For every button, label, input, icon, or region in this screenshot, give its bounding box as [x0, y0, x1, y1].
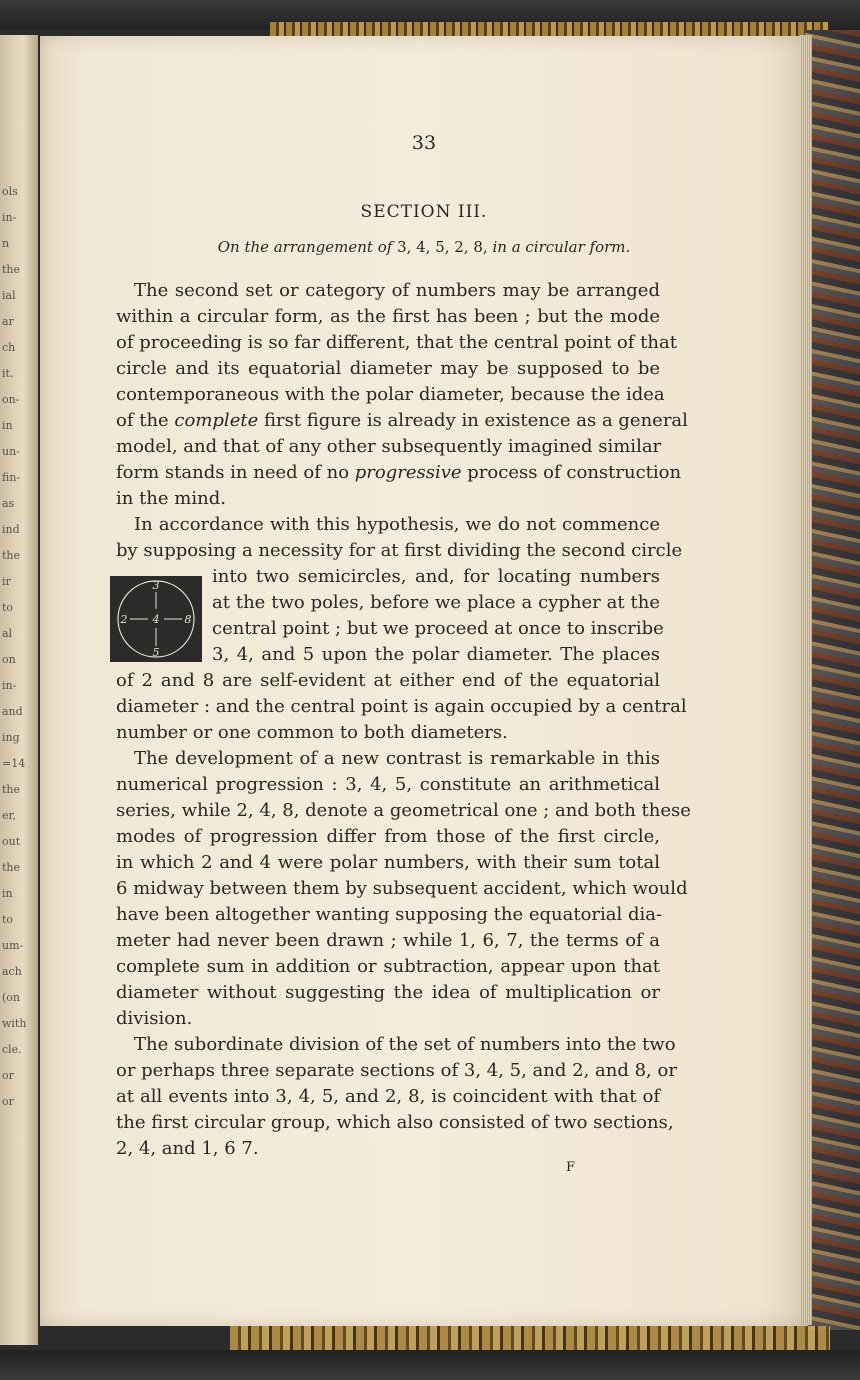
previous-page-edge	[0, 35, 38, 1345]
text-line: of proceeding is so far different, that the central point of that	[116, 332, 677, 353]
left-page-fragment: in-	[2, 679, 17, 692]
text-line: numerical progression : 3, 4, 5, constitute an arithmetical	[116, 774, 660, 795]
left-page-fragment: it.	[2, 367, 14, 380]
text-line: 6 midway between them by subsequent accident, which would	[116, 878, 688, 899]
text-line: 3, 4, and 5 upon the polar diameter. The places	[212, 644, 660, 665]
left-page-fragment: (on	[2, 991, 20, 1004]
gilt-top-edge	[270, 22, 830, 36]
fore-edge-pages	[800, 35, 812, 1325]
text-line: diameter : and the central point is again occupied by a central	[116, 696, 687, 717]
text-line: model, and that of any other subsequently imagined similar	[116, 436, 662, 457]
text-line: of the complete first figure is already in existence as a general	[116, 410, 688, 431]
left-page-fragment: in	[2, 887, 13, 900]
left-page-fragment: n	[2, 237, 10, 250]
section-subtitle	[40, 238, 808, 256]
left-page-fragment: ing	[2, 731, 20, 744]
gilt-bottom-edge	[230, 1326, 830, 1352]
circle-diagram	[110, 576, 202, 662]
emphasis-word: progressive	[354, 462, 462, 483]
text-line: within a circular form, as the first has been ; but the mode	[116, 306, 660, 327]
left-page-fragment: ir	[2, 575, 11, 588]
left-page-fragment: the	[2, 549, 21, 562]
text-line: or perhaps three separate sections of 3, 4, 5, and 2, and 8, or	[116, 1060, 677, 1081]
left-page-fragment: as	[2, 497, 15, 510]
text-line: meter had never been drawn ; while 1, 6, 7, the terms of a	[116, 930, 660, 951]
left-page-fragment: ial	[2, 289, 16, 302]
left-page-fragment: in-	[2, 211, 17, 224]
left-page-fragment: and	[2, 705, 23, 718]
left-page-fragment: er,	[2, 809, 17, 822]
text-line: division.	[116, 1008, 193, 1029]
left-page-fragment: ar	[2, 315, 14, 328]
left-page-fragment: ch	[2, 341, 16, 354]
text-line: complete sum in addition or subtraction, appear upon that	[116, 956, 660, 977]
left-page-fragment: um-	[2, 939, 24, 952]
emphasis-word: complete	[174, 410, 259, 431]
diagram-bottom-number: 5	[152, 646, 160, 659]
left-page-fragment: in	[2, 419, 13, 432]
left-page-fragment: cle.	[2, 1043, 22, 1056]
diagram-top-number: 3	[152, 579, 160, 592]
text-line: number or one common to both diameters.	[116, 722, 508, 743]
text-line: in which 2 and 4 were polar numbers, with their sum total	[116, 852, 660, 873]
book-page	[40, 36, 808, 1326]
diagram-center-number: 4	[152, 613, 160, 626]
signature-mark: F	[566, 1160, 576, 1175]
left-page-fragment: out	[2, 835, 21, 848]
text-line: modes of progression differ from those of the first circle,	[116, 826, 660, 847]
text-line: central point ; but we proceed at once to inscribe	[212, 618, 664, 639]
left-page-fragment: ach	[2, 965, 22, 978]
left-page-fragment: fin-	[2, 471, 21, 484]
left-page-fragment: with	[2, 1017, 27, 1030]
circle-diagram-svg	[110, 576, 202, 662]
left-page-fragment: un-	[2, 445, 20, 458]
left-page-fragment: ind	[2, 523, 20, 536]
left-page-fragment: the	[2, 783, 21, 796]
subtitle-part1: On the arrangement of	[217, 238, 398, 256]
left-page-fragment: ols	[2, 185, 18, 198]
section-heading: SECTION III.	[360, 202, 488, 222]
left-page-fragment: on-	[2, 393, 20, 406]
text-line: by supposing a necessity for at first dividing the second circle	[116, 540, 683, 561]
page-number: 33	[411, 132, 437, 154]
text-line: circle and its equatorial diameter may be supposed to be	[116, 358, 660, 379]
bottom-background-strip	[0, 1350, 860, 1380]
left-page-fragment: the	[2, 861, 21, 874]
text-line: 2, 4, and 1, 6 7.	[116, 1138, 259, 1159]
marbled-fore-edge	[805, 30, 860, 1330]
subtitle-part2: in a circular form.	[492, 238, 631, 256]
left-page-fragment: or	[2, 1069, 14, 1082]
text-line: The second set or category of numbers may be arranged	[134, 280, 660, 301]
text-line: at all events into 3, 4, 5, and 2, 8, is coincident with that of	[116, 1086, 660, 1107]
left-page-fragment: to	[2, 913, 14, 926]
left-page-fragment: on	[2, 653, 16, 666]
text-line: form stands in need of no progressive process of construction	[116, 462, 682, 483]
left-page-fragment: =14	[2, 757, 26, 770]
text-line: In accordance with this hypothesis, we do not commence	[134, 514, 660, 535]
text-line: the first circular group, which also consisted of two sections,	[116, 1112, 674, 1133]
subtitle-numbers: 3, 4, 5, 2, 8,	[397, 238, 493, 256]
text-line: in the mind.	[116, 488, 226, 509]
left-page-fragment: or	[2, 1095, 14, 1108]
text-line: The subordinate division of the set of numbers into the two	[134, 1034, 676, 1055]
diagram-right-number: 8	[184, 613, 192, 626]
diagram-left-number: 2	[120, 613, 128, 626]
text-line: The development of a new contrast is remarkable in this	[134, 748, 660, 769]
text-line: diameter without suggesting the idea of multiplication or	[116, 982, 660, 1003]
text-line: into two semicircles, and, for locating numbers	[212, 566, 660, 587]
text-line: contemporaneous with the polar diameter, because the idea	[116, 384, 665, 405]
left-page-fragment: al	[2, 627, 13, 640]
text-line: have been altogether wanting supposing the equatorial dia-	[116, 904, 663, 925]
text-line: series, while 2, 4, 8, denote a geometrical one ; and both these	[116, 800, 691, 821]
text-line: at the two poles, before we place a cypher at the	[212, 592, 660, 613]
left-page-fragment: to	[2, 601, 14, 614]
left-page-fragment: the	[2, 263, 21, 276]
text-line: of 2 and 8 are self-evident at either end of the equatorial	[116, 670, 660, 691]
